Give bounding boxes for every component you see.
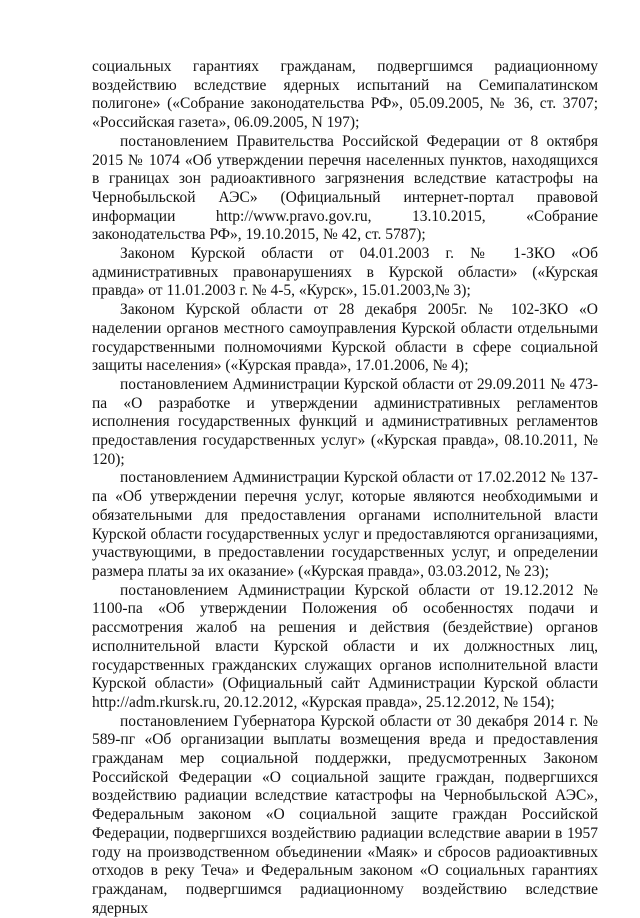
paragraph-7: постановлением Администрации Курской области от 19.12.2012 № 1100-па «Об утверждении Положения об особенностях подачи и рассмотрения жалоб на решения и действия (бездействие) органов исполнительной власти Курской области и их должностных лиц, государственных гражданских служащих органов исполнительной власти Курской области» (Официальный сайт Администрации Курской области http://adm.rkursk.ru, 20.12.2012, «Курская правда», 25.12.2012, № 154);: [92, 581, 598, 711]
document-page: [92, 58, 598, 918]
paragraph-1: социальных гарантиях гражданам, подвергшимся радиационному воздействию вследствие ядерных испытаний на Семипалатинском полигоне» («Собрание законодательства РФ», 05.09.2005, № 36, ст. 3707; «Российская газета», 06.09.2005, N 197);: [92, 58, 598, 132]
paragraph-4: Законом Курской области от 28 декабря 2005г. № 102-ЗКО «О наделении органов местного самоуправления Курской области отдельными государственными полномочиями Курской области в сфере социальной защиты населения» («Курская правда», 17.01.2006, № 4);: [92, 301, 598, 375]
paragraph-8: постановлением Губернатора Курской области от 30 декабря 2014 г. № 589-пг «Об организации выплаты возмещения вреда и предоставления гражданам мер социальной поддержки, предусмотренных Законом Российской Федерации «О социальной защите граждан, подвергшихся воздействию радиации вследствие катастрофы на Чернобыльской АЭС», Федеральным законом «О социальной защите граждан Российской Федерации, подвергшихся воздействию радиации вследствие аварии в 1957 году на производственном объединении «Маяк» и сбросов радиоактивных отходов в реку Теча» и Федеральным законом «О социальных гарантиях гражданам, подвергшимся радиационному воздействию вследствие ядерных: [92, 712, 598, 917]
paragraph-6: постановлением Администрации Курской области от 17.02.2012 № 137-па «Об утверждении перечня услуг, которые являются необходимыми и обязательными для предоставления органами исполнительной власти Курской области государственных услуг и предоставляются организациями, участвующими, в предоставлении государственных услуг, и определении размера платы за их оказание» («Курская правда», 03.03.2012, № 23);: [92, 469, 598, 580]
paragraph-3: Законом Курской области от 04.01.2003 г. № 1-ЗКО «Об административных правонарушениях в Курской области» («Курская правда» от 11.01.2003 г. № 4-5, «Курск», 15.01.2003,№ 3);: [92, 245, 598, 300]
paragraph-5: постановлением Администрации Курской области от 29.09.2011 № 473-па «О разработке и утверждении административных регламентов исполнения государственных функций и административных регламентов предоставления государственных услуг» («Курская правда», 08.10.2011, № 120);: [92, 375, 598, 468]
paragraph-2: постановлением Правительства Российской Федерации от 8 октября 2015 № 1074 «Об утверждении перечня населенных пунктов, находящихся в границах зон радиоактивного загрязнения вследствие катастрофы на Чернобыльской АЭС» (Официальный интернет-портал правовой информации http://www.pravo.gov.ru, 13.10.2015, «Собрание законодательства РФ», 19.10.2015, № 42, ст. 5787);: [92, 132, 598, 244]
